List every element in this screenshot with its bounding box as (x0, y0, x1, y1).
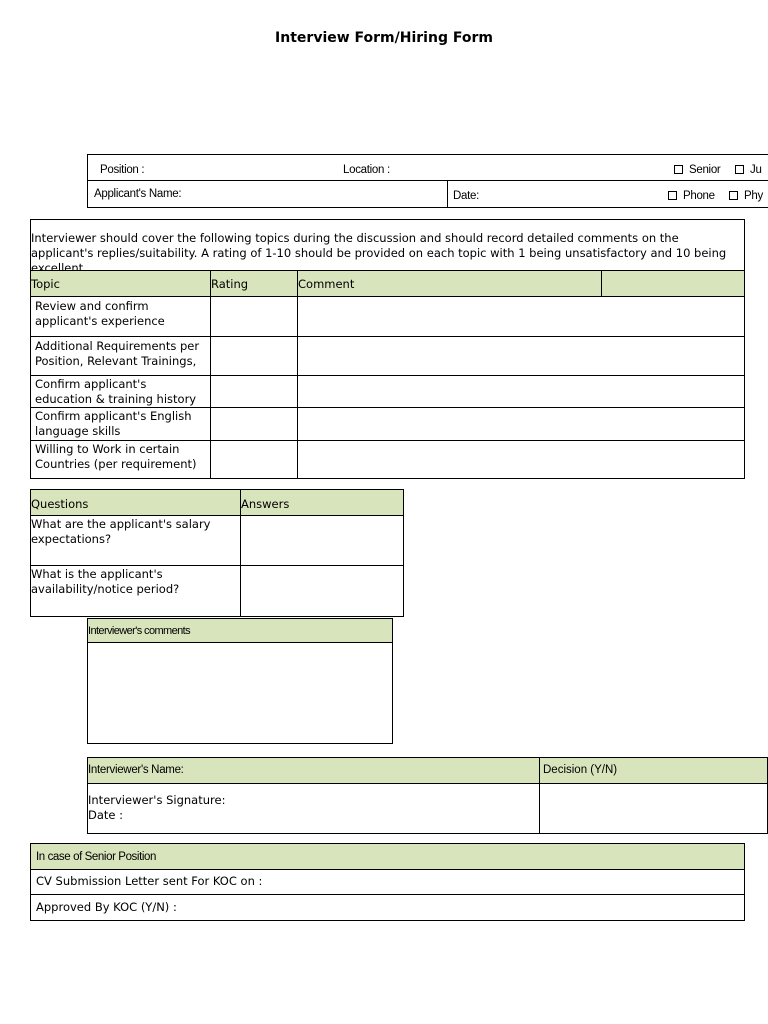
topic-header: Topic (31, 271, 211, 297)
comment-header-extra (602, 271, 745, 297)
comment-header: Comment (298, 271, 602, 297)
decision-header: Decision (Y/N) (540, 758, 768, 784)
answers-header: Answers (241, 490, 404, 516)
comment-cell[interactable] (298, 408, 745, 441)
senior-label: Senior (689, 164, 721, 176)
signature-date-label: Date : (88, 808, 124, 822)
decision-cell[interactable] (540, 784, 768, 834)
junior-checkbox[interactable] (735, 164, 762, 176)
rating-cell[interactable] (211, 441, 298, 479)
senior-header: In case of Senior Position (31, 844, 745, 870)
location-field[interactable]: Location : (343, 164, 390, 176)
senior-position-table (30, 843, 745, 921)
physical-label: Phy (744, 190, 763, 202)
phone-label: Phone (683, 190, 715, 202)
signature-label: Interviewer's Signature: (88, 793, 226, 807)
checkbox-icon (729, 191, 738, 200)
comment-cell[interactable] (298, 297, 745, 337)
answer-cell[interactable] (241, 566, 404, 617)
comment-cell[interactable] (298, 376, 745, 408)
questions-header: Questions (31, 490, 241, 516)
koc-approval-field[interactable]: Approved By KOC (Y/N) : (31, 895, 745, 921)
physical-checkbox[interactable] (729, 190, 763, 202)
interviewer-name-field[interactable]: Interviewer's Name: (88, 758, 540, 784)
comment-cell[interactable] (298, 441, 745, 479)
table-row-question: What is the applicant's availability/notice period? (31, 566, 241, 617)
rating-cell[interactable] (211, 337, 298, 376)
interviewer-comments-box[interactable] (87, 618, 393, 744)
cv-submission-field[interactable]: CV Submission Letter sent For KOC on : (31, 870, 745, 895)
questions-table (30, 489, 404, 617)
comments-header (88, 619, 392, 643)
instructions-text: Interviewer should cover the following topics during the discussion and should record detailed comments on the applicant's replies/suitability. A rating of 1-10 should be provided on each topic with 1 being unsatisfactory and 10 being excellent. (31, 231, 727, 275)
table-row-question: What are the applicant's salary expectations? (31, 516, 241, 566)
signature-cell[interactable] (88, 784, 540, 834)
rating-cell[interactable] (211, 297, 298, 337)
phone-checkbox[interactable] (668, 190, 715, 202)
rating-cell[interactable] (211, 376, 298, 408)
rating-header: Rating (211, 271, 298, 297)
table-row-topic: Confirm applicant's English language skills (31, 408, 211, 441)
junior-label: Ju (750, 164, 762, 176)
checkbox-icon (674, 165, 683, 174)
answer-cell[interactable] (241, 516, 404, 566)
date-field[interactable]: Date: (453, 190, 479, 202)
checkbox-icon (735, 165, 744, 174)
divider (447, 180, 448, 208)
checkbox-icon (668, 191, 677, 200)
table-row-topic: Confirm applicant's education & training history (31, 376, 211, 408)
position-field[interactable]: Position : (100, 164, 145, 176)
senior-checkbox[interactable] (674, 164, 720, 176)
topics-table (30, 270, 745, 479)
interviewer-table (87, 757, 768, 834)
divider (88, 180, 768, 181)
applicant-name-field[interactable]: Applicant's Name: (94, 188, 182, 200)
rating-cell[interactable] (211, 408, 298, 441)
comment-cell[interactable] (298, 337, 745, 376)
page-title: Interview Form/Hiring Form (275, 30, 493, 46)
table-row-topic: Willing to Work in certain Countries (per requirement) (31, 441, 211, 479)
table-row-topic: Additional Requirements per Position, Relevant Trainings, (31, 337, 211, 376)
comments-label: Interviewer's comments (88, 625, 190, 637)
table-row-topic: Review and confirm applicant's experience (31, 297, 211, 337)
applicant-info-box (87, 154, 768, 208)
